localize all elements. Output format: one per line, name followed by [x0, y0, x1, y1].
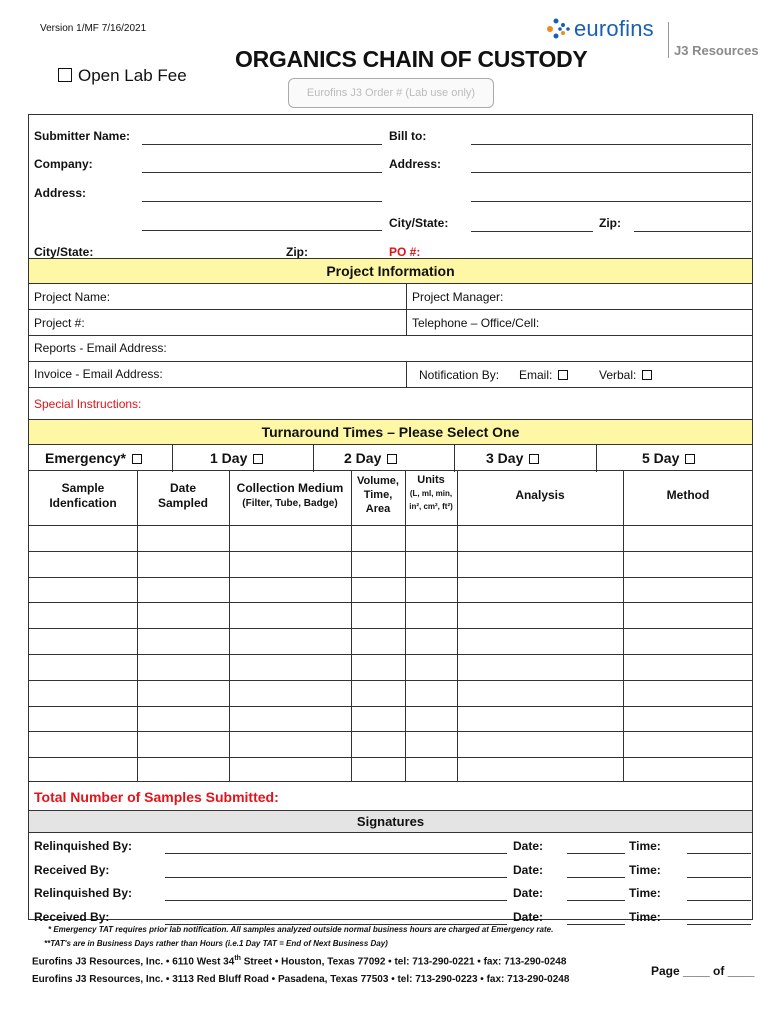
- order-number-field: [288, 78, 494, 108]
- col-volume: [351, 474, 405, 516]
- col-method: Method: [666, 488, 710, 502]
- signature-date-field[interactable]: [567, 877, 625, 878]
- address-field-line2[interactable]: [142, 230, 382, 231]
- signature-date-label: Date:: [513, 839, 544, 853]
- company-field[interactable]: [142, 172, 382, 173]
- checkbox-icon: [253, 454, 263, 464]
- tat-1day-option[interactable]: [210, 450, 263, 466]
- col-medium-line1: Collection Medium: [236, 481, 344, 495]
- signatures-heading: Signatures: [356, 814, 425, 829]
- tat-5day-label: 5 Day: [642, 450, 680, 466]
- footer-address-pasadena: Eurofins J3 Resources, Inc. • 3113 Red Bluff Road • Pasadena, Texas 77503 • tel: 713-290-0223 • fax: 713-290-0248: [32, 974, 570, 985]
- signature-time-field[interactable]: [687, 877, 751, 878]
- col-medium-line2: (Filter, Tube, Badge): [242, 498, 338, 509]
- table-row-divider: [29, 577, 752, 578]
- company-label: Company:: [34, 157, 93, 171]
- footer-address-houston-sup: th: [234, 955, 241, 962]
- col-collection-medium: [229, 481, 351, 511]
- bill-to-label: Bill to:: [389, 129, 427, 143]
- signature-role-label: Received By:: [34, 862, 110, 877]
- tat-emergency-option[interactable]: [45, 450, 142, 466]
- bill-zip-label: Zip:: [599, 216, 621, 230]
- footer-note-emergency: * Emergency TAT requires prior lab notification. All samples analyzed outside normal business hours are charged at Emergency rate.: [48, 925, 554, 934]
- po-number-label: PO #:: [389, 245, 421, 259]
- bill-address-label: Address:: [389, 157, 442, 171]
- table-row-divider: [29, 731, 752, 732]
- col-analysis: Analysis: [515, 488, 565, 502]
- order-number-placeholder: Eurofins J3 Order # (Lab use only): [306, 87, 476, 99]
- eurofins-logo: [546, 14, 760, 64]
- submitter-name-field[interactable]: [142, 144, 382, 145]
- col-volume-line2: Time,: [363, 489, 393, 501]
- checkbox-icon: [387, 454, 397, 464]
- notification-label: Notification By:: [419, 368, 500, 382]
- reports-email-label: Reports - Email Address:: [34, 341, 167, 355]
- col-date-sampled: [137, 481, 229, 511]
- signature-field[interactable]: [165, 900, 507, 901]
- checkbox-icon: [642, 370, 652, 380]
- col-date-line2: Sampled: [157, 496, 208, 510]
- footer-address-houston-a: Eurofins J3 Resources, Inc. • 6110 West 34: [32, 956, 235, 968]
- tat-2day-label: 2 Day: [344, 450, 382, 466]
- signature-row: [29, 837, 752, 859]
- bill-zip-field[interactable]: [634, 231, 751, 232]
- col-units-line3: in², cm², ft²): [409, 502, 453, 511]
- col-date-line1: Date: [169, 481, 196, 495]
- col-units-line2: (L, ml, min,: [409, 489, 453, 498]
- project-number-label: Project #:: [34, 316, 85, 330]
- table-row-divider: [29, 551, 752, 552]
- project-section: [28, 258, 753, 420]
- city-state-label: City/State:: [34, 245, 94, 259]
- samples-table: [28, 470, 753, 782]
- page-number: Page ____ of ____: [651, 964, 755, 978]
- molecule-icon: [546, 16, 572, 42]
- bill-to-field[interactable]: [471, 144, 751, 145]
- turnaround-heading-bar: [29, 420, 752, 445]
- checkbox-icon: [558, 370, 568, 380]
- verbal-label: Verbal:: [599, 368, 637, 382]
- submitter-name-label: Submitter Name:: [34, 129, 131, 143]
- signatures-section: [28, 810, 753, 924]
- tat-3day-label: 3 Day: [486, 450, 524, 466]
- checkbox-icon: [58, 68, 72, 82]
- invoice-email-label: Invoice - Email Address:: [34, 367, 163, 381]
- signature-time-field[interactable]: [687, 924, 751, 925]
- footer-note-tat: **TAT's are in Business Days rather than Hours (i.e.1 Day TAT = End of Next Business Day): [44, 939, 388, 948]
- logo-sub-text: J3 Resources: [674, 43, 759, 58]
- bill-address-field-line1[interactable]: [471, 172, 751, 173]
- signature-time-label: Time:: [629, 886, 661, 900]
- signature-time-label: Time:: [629, 839, 661, 853]
- version-label: Version 1/MF 7/16/2021: [40, 23, 147, 34]
- signature-date-label: Date:: [513, 862, 544, 877]
- signature-time-field[interactable]: [687, 900, 751, 901]
- turnaround-heading: Turnaround Times – Please Select One: [261, 424, 520, 440]
- email-checkbox[interactable]: [519, 368, 568, 382]
- special-instructions-label: Special Instructions:: [34, 397, 142, 411]
- logo-brand-text: eurofins: [574, 16, 654, 41]
- signature-date-label: Date:: [513, 909, 544, 924]
- col-sample-id-line1: Sample: [61, 481, 105, 495]
- signature-role-label: Received By:: [34, 909, 110, 924]
- signatures-heading-bar: [29, 811, 752, 833]
- bill-address-field-line2[interactable]: [471, 201, 751, 202]
- project-heading: Project Information: [326, 263, 455, 279]
- signature-role-label: Relinquished By:: [34, 839, 133, 853]
- address-label: Address:: [34, 186, 87, 200]
- logo-divider: [668, 22, 669, 58]
- tat-2day-option[interactable]: [344, 450, 397, 466]
- table-row-divider: [29, 628, 752, 629]
- project-name-label: Project Name:: [34, 290, 111, 304]
- turnaround-section: [28, 419, 753, 471]
- tat-5day-option[interactable]: [642, 450, 695, 466]
- signature-field[interactable]: [165, 853, 507, 854]
- table-row-divider: [29, 680, 752, 681]
- table-row-divider: [29, 757, 752, 758]
- telephone-label: Telephone – Office/Cell:: [412, 316, 540, 330]
- signature-date-field[interactable]: [567, 900, 625, 901]
- signature-time-field[interactable]: [687, 853, 751, 854]
- signature-date-label: Date:: [513, 886, 544, 900]
- signature-date-field[interactable]: [567, 853, 625, 854]
- address-field-line1[interactable]: [142, 201, 382, 202]
- tat-emergency-label: Emergency*: [45, 450, 126, 466]
- verbal-checkbox[interactable]: [599, 368, 652, 382]
- col-units-line1: Units: [417, 474, 445, 486]
- signature-row: [29, 884, 752, 906]
- signature-date-field[interactable]: [567, 924, 625, 925]
- col-sample-id: [29, 481, 137, 511]
- page-title: ORGANICS CHAIN OF CUSTODY: [235, 46, 588, 72]
- checkbox-icon: [685, 454, 695, 464]
- col-sample-id-line2: Idenfication: [49, 496, 117, 510]
- open-lab-fee-label: Open Lab Fee: [78, 66, 187, 85]
- checkbox-icon: [529, 454, 539, 464]
- col-units: [405, 474, 457, 513]
- footer-address-houston: [32, 955, 566, 967]
- col-volume-line3: Area: [365, 503, 391, 515]
- signature-time-label: Time:: [629, 862, 661, 877]
- open-lab-fee-checkbox[interactable]: [58, 66, 187, 86]
- table-row-divider: [29, 706, 752, 707]
- checkbox-icon: [132, 454, 142, 464]
- submitter-section: [28, 114, 753, 259]
- email-label: Email:: [519, 368, 553, 382]
- bill-city-state-label: City/State:: [389, 216, 449, 230]
- zip-label: Zip:: [286, 245, 308, 259]
- project-manager-label: Project Manager:: [412, 290, 504, 304]
- signature-field[interactable]: [165, 877, 507, 878]
- signature-row: [29, 861, 752, 883]
- tat-3day-option[interactable]: [486, 450, 539, 466]
- table-row-divider: [29, 602, 752, 603]
- total-samples-label: Total Number of Samples Submitted:: [34, 789, 279, 805]
- table-row-divider: [29, 654, 752, 655]
- tat-1day-label: 1 Day: [210, 450, 248, 466]
- footer-address-houston-b: Street • Houston, Texas 77092 • tel: 713-290-0221 • fax: 713-290-0248: [240, 956, 567, 968]
- total-row: [28, 781, 753, 811]
- bill-city-state-field[interactable]: [471, 231, 593, 232]
- project-heading-bar: [29, 259, 752, 284]
- signature-time-label: Time:: [629, 909, 661, 924]
- signature-role-label: Relinquished By:: [34, 886, 133, 900]
- col-volume-line1: Volume,: [357, 475, 399, 487]
